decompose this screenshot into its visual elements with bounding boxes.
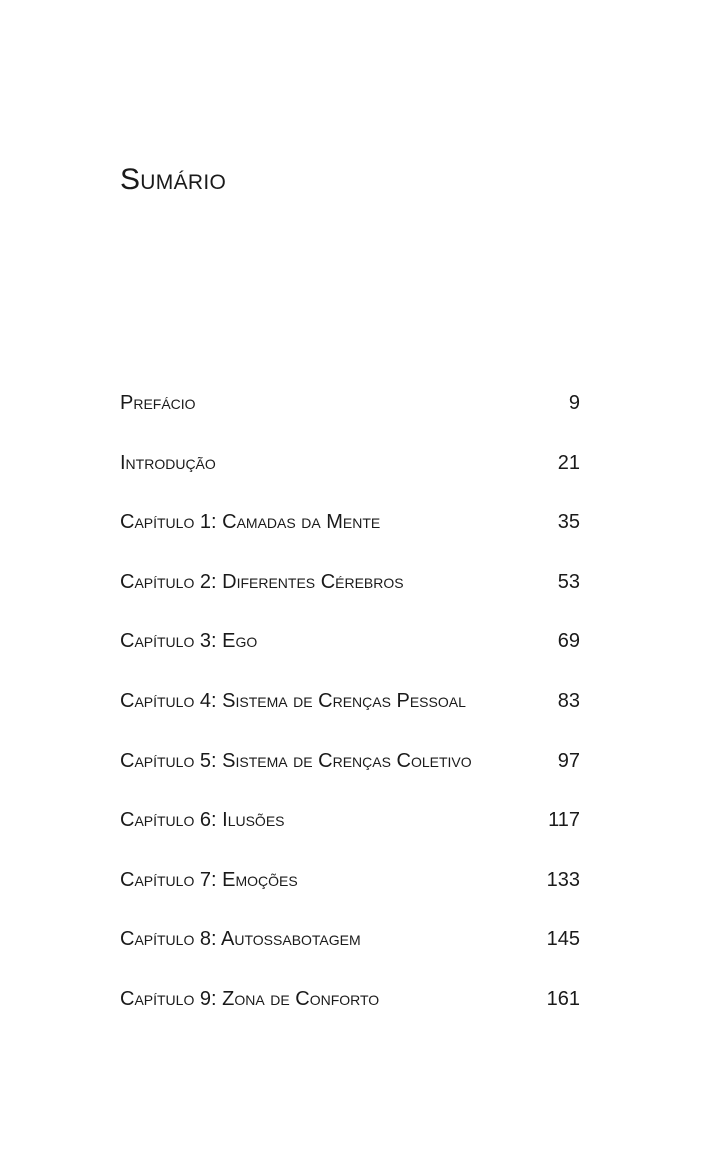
toc-entry-label: Capítulo 6: Ilusões <box>120 809 285 832</box>
toc-entry-page-number: 145 <box>546 928 580 951</box>
toc-entry-label: Capítulo 4: Sistema de Crenças Pessoal <box>120 689 466 712</box>
toc-entry-introducao[interactable] <box>120 443 580 503</box>
toc-entry-label: Capítulo 5: Sistema de Crenças Coletivo <box>120 749 472 772</box>
toc-entry-capitulo-6[interactable] <box>120 800 580 860</box>
toc-entry-prefacio[interactable] <box>120 383 580 443</box>
toc-entry-capitulo-4[interactable] <box>120 681 580 741</box>
toc-entry-label: Capítulo 7: Emoções <box>120 868 298 891</box>
table-of-contents <box>120 383 580 1039</box>
toc-entry-page-number: 9 <box>568 392 580 414</box>
toc-entry-page-number: 133 <box>546 868 580 891</box>
toc-entry-capitulo-8[interactable] <box>120 919 580 979</box>
toc-entry-label: Capítulo 3: Ego <box>120 630 258 653</box>
page-title: Sumário <box>120 163 227 196</box>
toc-entry-capitulo-7[interactable] <box>120 860 580 920</box>
toc-entry-label: Capítulo 1: Camadas da Mente <box>120 511 381 534</box>
toc-entry-page-number: 69 <box>557 630 580 653</box>
toc-entry-page-number: 97 <box>557 749 580 772</box>
toc-entry-page-number: 35 <box>557 511 580 534</box>
toc-entry-capitulo-1[interactable] <box>120 502 580 562</box>
toc-entry-page-number: 53 <box>557 570 580 593</box>
toc-entry-page-number: 21 <box>557 451 580 474</box>
toc-entry-capitulo-5[interactable] <box>120 741 580 801</box>
toc-entry-label: Capítulo 8: Autossabotagem <box>120 928 361 951</box>
toc-entry-page-number: 117 <box>548 809 580 832</box>
toc-entry-page-number: 161 <box>546 987 580 1010</box>
toc-entry-label: Introdução <box>120 451 216 474</box>
toc-entry-capitulo-9[interactable] <box>120 979 580 1039</box>
toc-entry-label: Prefácio <box>120 392 196 414</box>
toc-entry-capitulo-3[interactable] <box>120 621 580 681</box>
toc-entry-page-number: 83 <box>557 689 580 712</box>
toc-entry-label: Capítulo 2: Diferentes Cérebros <box>120 570 404 593</box>
toc-entry-label: Capítulo 9: Zona de Conforto <box>120 987 380 1010</box>
toc-entry-capitulo-2[interactable] <box>120 562 580 622</box>
